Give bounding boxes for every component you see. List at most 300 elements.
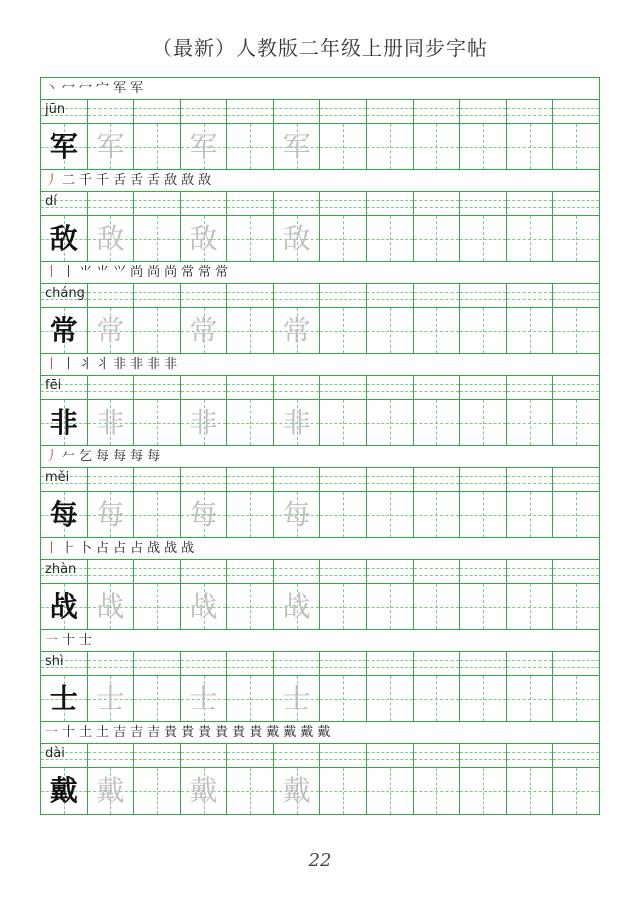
pinyin-cell [507, 100, 554, 123]
stroke-step: 丿 [45, 172, 59, 188]
stroke-step: 尚 [164, 264, 178, 280]
trace-character: 常 [96, 313, 125, 347]
stroke-step: 非 [164, 356, 178, 372]
stroke-step: 貴 [232, 724, 246, 740]
stroke-step: 敌 [181, 172, 195, 188]
model-character-cell [41, 400, 88, 445]
blank-practice-cell [507, 216, 554, 261]
trace-character-cell [88, 124, 135, 169]
pinyin-cell [181, 376, 228, 399]
blank-practice-cell [414, 676, 461, 721]
blank-practice-cell [460, 676, 507, 721]
trace-character: 敌 [96, 221, 125, 255]
stroke-step: 敌 [164, 172, 178, 188]
blank-practice-cell [460, 124, 507, 169]
stroke-step: 丿 [45, 448, 59, 464]
trace-character-cell [88, 676, 135, 721]
trace-character-cell [274, 216, 321, 261]
trace-character-cell [181, 216, 228, 261]
blank-practice-cell [414, 308, 461, 353]
pinyin-cell [507, 192, 554, 215]
trace-character: 军 [96, 129, 125, 163]
blank-practice-cell [507, 584, 554, 629]
trace-character-cell [181, 400, 228, 445]
pinyin-cell [367, 376, 414, 399]
stroke-step: 军 [130, 80, 144, 96]
stroke-step: 一 [45, 724, 59, 740]
pinyin-cell [88, 376, 135, 399]
pinyin-row [41, 192, 599, 216]
model-character: 戴 [49, 774, 78, 807]
pinyin-cell [507, 376, 554, 399]
stroke-step: 戴 [300, 724, 314, 740]
pinyin-cell [367, 560, 414, 583]
model-character: 士 [49, 681, 78, 715]
pinyin-label: dí [45, 194, 57, 209]
stroke-step: 非 [130, 356, 144, 372]
pinyin-cell [414, 744, 461, 767]
blank-practice-cell [320, 676, 367, 721]
trace-character-cell [274, 584, 321, 629]
pinyin-cell [414, 468, 461, 491]
stroke-step: 战 [147, 540, 161, 556]
blank-practice-cell [227, 584, 274, 629]
blank-practice-cell [507, 768, 554, 814]
practice-sheet [40, 77, 600, 815]
stroke-step: 每 [96, 448, 110, 464]
stroke-step: 十 [62, 724, 76, 740]
stroke-step: 丨 [62, 264, 76, 280]
blank-practice-cell [227, 308, 274, 353]
pinyin-cell [134, 100, 181, 123]
pinyin-cell [227, 284, 274, 307]
pinyin-cell [507, 560, 554, 583]
pinyin-cell [460, 468, 507, 491]
blank-practice-cell [367, 124, 414, 169]
stroke-order-row [41, 262, 599, 284]
blank-practice-cell [134, 768, 181, 814]
pinyin-cell [274, 468, 321, 491]
blank-practice-cell [507, 492, 554, 537]
blank-practice-cell [227, 216, 274, 261]
blank-practice-cell [414, 400, 461, 445]
pinyin-row [41, 100, 599, 124]
stroke-step: 二 [62, 172, 76, 188]
pinyin-cell [134, 468, 181, 491]
blank-practice-cell [553, 492, 599, 537]
stroke-step: 乞 [79, 448, 93, 464]
pinyin-cell [367, 284, 414, 307]
pinyin-label: cháng [45, 286, 85, 301]
blank-practice-cell [134, 584, 181, 629]
blank-practice-cell [367, 584, 414, 629]
stroke-step: 常 [215, 264, 229, 280]
stroke-step: 丬 [79, 356, 93, 372]
pinyin-cell [367, 100, 414, 123]
trace-character: 士 [189, 681, 218, 715]
stroke-order-row [41, 538, 599, 560]
blank-practice-cell [553, 124, 599, 169]
stroke-step: 占 [96, 540, 110, 556]
pinyin-row [41, 468, 599, 492]
blank-practice-cell [320, 400, 367, 445]
pinyin-cell [460, 284, 507, 307]
stroke-order-row [41, 78, 599, 100]
pinyin-cell [320, 284, 367, 307]
blank-practice-cell [367, 492, 414, 537]
trace-character-cell [274, 676, 321, 721]
pinyin-cell [320, 468, 367, 491]
pinyin-cell [274, 652, 321, 675]
trace-character: 战 [189, 589, 218, 623]
model-character: 常 [49, 313, 78, 347]
trace-character-cell [88, 400, 135, 445]
blank-practice-cell [134, 492, 181, 537]
trace-character: 每 [189, 497, 218, 531]
pinyin-cell [134, 192, 181, 215]
blank-practice-cell [367, 400, 414, 445]
stroke-step: 貴 [215, 724, 229, 740]
stroke-step: 土 [96, 724, 110, 740]
stroke-step: 戴 [266, 724, 280, 740]
character-block [41, 538, 599, 630]
stroke-step: 每 [130, 448, 144, 464]
pinyin-cell [134, 560, 181, 583]
pinyin-cell [134, 744, 181, 767]
pinyin-cell [227, 192, 274, 215]
pinyin-cell [414, 284, 461, 307]
blank-practice-cell [134, 216, 181, 261]
blank-practice-cell [553, 584, 599, 629]
model-character-cell [41, 124, 88, 169]
trace-character: 敌 [282, 221, 311, 255]
pinyin-cell [227, 468, 274, 491]
pinyin-cell [274, 376, 321, 399]
blank-practice-cell [507, 400, 554, 445]
stroke-step: 每 [147, 448, 161, 464]
trace-character: 非 [96, 405, 125, 439]
pinyin-cell [367, 744, 414, 767]
pinyin-cell [367, 192, 414, 215]
pinyin-cell [134, 284, 181, 307]
pinyin-cell [181, 744, 228, 767]
blank-practice-cell [414, 492, 461, 537]
pinyin-cell [367, 652, 414, 675]
stroke-step: 𠂉 [62, 448, 76, 464]
pinyin-cell [320, 744, 367, 767]
blank-practice-cell [134, 308, 181, 353]
pinyin-label: zhàn [45, 562, 77, 577]
pinyin-cell [414, 376, 461, 399]
pinyin-row [41, 284, 599, 308]
stroke-step: 冖 [79, 80, 93, 96]
stroke-step: 丶 [45, 80, 59, 96]
pinyin-cell [227, 376, 274, 399]
trace-character: 常 [282, 313, 311, 347]
blank-practice-cell [460, 584, 507, 629]
stroke-step: ⺊ [62, 540, 76, 556]
pinyin-row [41, 652, 599, 676]
pinyin-cell [274, 192, 321, 215]
writing-grid-row [41, 124, 599, 170]
stroke-step: 士 [79, 632, 93, 648]
blank-practice-cell [320, 492, 367, 537]
model-character-cell [41, 492, 88, 537]
pinyin-cell [274, 560, 321, 583]
pinyin-cell [553, 376, 599, 399]
stroke-step: 卜 [79, 540, 93, 556]
pinyin-cell [553, 468, 599, 491]
stroke-order-row [41, 630, 599, 652]
trace-character-cell [274, 400, 321, 445]
stroke-step: 丬 [96, 356, 110, 372]
trace-character: 常 [189, 313, 218, 347]
stroke-step: 常 [198, 264, 212, 280]
pinyin-cell [507, 468, 554, 491]
stroke-order-row [41, 354, 599, 376]
trace-character-cell [181, 584, 228, 629]
blank-practice-cell [227, 492, 274, 537]
blank-practice-cell [460, 492, 507, 537]
stroke-order-row [41, 446, 599, 468]
blank-practice-cell [227, 400, 274, 445]
blank-practice-cell [553, 216, 599, 261]
writing-grid-row [41, 768, 599, 814]
pinyin-cell [507, 652, 554, 675]
stroke-order-row [41, 722, 599, 744]
blank-practice-cell [320, 768, 367, 814]
trace-character: 非 [189, 405, 218, 439]
blank-practice-cell [367, 768, 414, 814]
trace-character-cell [88, 216, 135, 261]
pinyin-cell [181, 468, 228, 491]
pinyin-cell [274, 100, 321, 123]
character-block [41, 446, 599, 538]
blank-practice-cell [460, 308, 507, 353]
pinyin-cell [460, 192, 507, 215]
stroke-step: 舌 [113, 172, 127, 188]
pinyin-cell [227, 560, 274, 583]
trace-character-cell [181, 676, 228, 721]
trace-character: 戴 [189, 774, 218, 807]
stroke-step: 吉 [130, 724, 144, 740]
blank-practice-cell [320, 308, 367, 353]
pinyin-label: fēi [45, 378, 62, 393]
blank-practice-cell [367, 216, 414, 261]
stroke-step: 戴 [283, 724, 297, 740]
trace-character-cell [274, 124, 321, 169]
trace-character: 军 [189, 129, 218, 163]
pinyin-cell [274, 284, 321, 307]
stroke-step: 舌 [130, 172, 144, 188]
trace-character-cell [88, 492, 135, 537]
pinyin-cell [181, 284, 228, 307]
trace-character-cell [88, 584, 135, 629]
pinyin-cell [88, 560, 135, 583]
model-character: 每 [49, 497, 78, 531]
stroke-step: 十 [62, 632, 76, 648]
blank-practice-cell [507, 308, 554, 353]
model-character-cell [41, 308, 88, 353]
stroke-step: 敌 [198, 172, 212, 188]
trace-character: 戴 [282, 774, 311, 807]
pinyin-cell [553, 652, 599, 675]
pinyin-row [41, 744, 599, 768]
model-character-cell [41, 584, 88, 629]
stroke-step: 非 [147, 356, 161, 372]
page-title: （最新）人教版二年级上册同步字帖 [152, 36, 488, 60]
pinyin-cell [227, 100, 274, 123]
blank-practice-cell [507, 676, 554, 721]
trace-character-cell [88, 768, 135, 814]
pinyin-cell [414, 100, 461, 123]
stroke-step: 宀 [96, 80, 110, 96]
blank-practice-cell [507, 124, 554, 169]
trace-character-cell [274, 308, 321, 353]
pinyin-cell [181, 192, 228, 215]
blank-practice-cell [134, 676, 181, 721]
stroke-step: 占 [113, 540, 127, 556]
pinyin-cell [88, 192, 135, 215]
blank-practice-cell [320, 124, 367, 169]
model-character: 敌 [49, 221, 78, 255]
character-block [41, 262, 599, 354]
blank-practice-cell [553, 400, 599, 445]
pinyin-row [41, 376, 599, 400]
pinyin-cell [460, 100, 507, 123]
pinyin-label: jūn [45, 102, 66, 117]
stroke-step: 丨 [45, 540, 59, 556]
pinyin-cell [553, 284, 599, 307]
stroke-step: 貴 [164, 724, 178, 740]
stroke-step: 每 [113, 448, 127, 464]
trace-character: 每 [96, 497, 125, 531]
pinyin-cell [460, 376, 507, 399]
pinyin-cell [134, 376, 181, 399]
blank-practice-cell [227, 768, 274, 814]
stroke-order-row [41, 170, 599, 192]
pinyin-cell [320, 376, 367, 399]
blank-practice-cell [460, 216, 507, 261]
stroke-step: 非 [113, 356, 127, 372]
pinyin-row [41, 560, 599, 584]
trace-character-cell [274, 768, 321, 814]
trace-character: 战 [96, 589, 125, 623]
pinyin-cell [181, 100, 228, 123]
stroke-step: ⺌ [79, 264, 93, 280]
blank-practice-cell [553, 768, 599, 814]
writing-grid-row [41, 216, 599, 262]
pinyin-cell [88, 100, 135, 123]
blank-practice-cell [320, 216, 367, 261]
model-character-cell [41, 768, 88, 814]
character-block [41, 78, 599, 170]
trace-character: 士 [282, 681, 311, 715]
model-character: 军 [49, 129, 78, 163]
stroke-step: ⺌ [96, 264, 110, 280]
blank-practice-cell [227, 676, 274, 721]
page-number: 22 [308, 850, 332, 871]
stroke-step: 吉 [113, 724, 127, 740]
pinyin-cell [88, 284, 135, 307]
trace-character: 戴 [96, 774, 125, 807]
blank-practice-cell [134, 400, 181, 445]
pinyin-cell [507, 284, 554, 307]
pinyin-cell [227, 744, 274, 767]
stroke-step: 一 [45, 632, 59, 648]
stroke-step: 丨 [62, 356, 76, 372]
writing-grid-row [41, 400, 599, 446]
trace-character: 军 [282, 129, 311, 163]
stroke-step: 吉 [147, 724, 161, 740]
blank-practice-cell [460, 400, 507, 445]
trace-character-cell [181, 124, 228, 169]
pinyin-cell [88, 652, 135, 675]
blank-practice-cell [414, 584, 461, 629]
pinyin-cell [460, 744, 507, 767]
stroke-step: 尚 [147, 264, 161, 280]
writing-grid-row [41, 584, 599, 630]
pinyin-label: měi [45, 470, 70, 485]
trace-character: 士 [96, 681, 125, 715]
pinyin-cell [320, 100, 367, 123]
stroke-step: ⺍ [113, 264, 127, 280]
pinyin-cell [181, 652, 228, 675]
stroke-step: 尚 [130, 264, 144, 280]
stroke-step: 貴 [181, 724, 195, 740]
pinyin-cell [320, 560, 367, 583]
trace-character: 每 [282, 497, 311, 531]
stroke-step: 舌 [147, 172, 161, 188]
pinyin-cell [553, 560, 599, 583]
pinyin-cell [460, 652, 507, 675]
blank-practice-cell [320, 584, 367, 629]
writing-grid-row [41, 676, 599, 722]
blank-practice-cell [367, 676, 414, 721]
pinyin-cell [227, 652, 274, 675]
character-block [41, 170, 599, 262]
stroke-step: 丨 [45, 264, 59, 280]
pinyin-cell [367, 468, 414, 491]
stroke-step: 土 [79, 724, 93, 740]
trace-character: 非 [282, 405, 311, 439]
writing-grid-row [41, 492, 599, 538]
blank-practice-cell [553, 676, 599, 721]
stroke-step: 常 [181, 264, 195, 280]
stroke-step: 千 [79, 172, 93, 188]
pinyin-cell [134, 652, 181, 675]
pinyin-label: shì [45, 654, 64, 669]
stroke-step: 貴 [198, 724, 212, 740]
pinyin-cell [274, 744, 321, 767]
pinyin-cell [507, 744, 554, 767]
stroke-step: 丨 [45, 356, 59, 372]
model-character: 非 [49, 405, 78, 439]
pinyin-cell [553, 744, 599, 767]
pinyin-cell [320, 652, 367, 675]
blank-practice-cell [553, 308, 599, 353]
blank-practice-cell [414, 768, 461, 814]
trace-character-cell [181, 492, 228, 537]
pinyin-label: dài [45, 746, 65, 761]
stroke-step: 戴 [317, 724, 331, 740]
model-character-cell [41, 216, 88, 261]
trace-character-cell [274, 492, 321, 537]
character-block [41, 354, 599, 446]
writing-grid-row [41, 308, 599, 354]
stroke-step: 战 [164, 540, 178, 556]
pinyin-cell [320, 192, 367, 215]
